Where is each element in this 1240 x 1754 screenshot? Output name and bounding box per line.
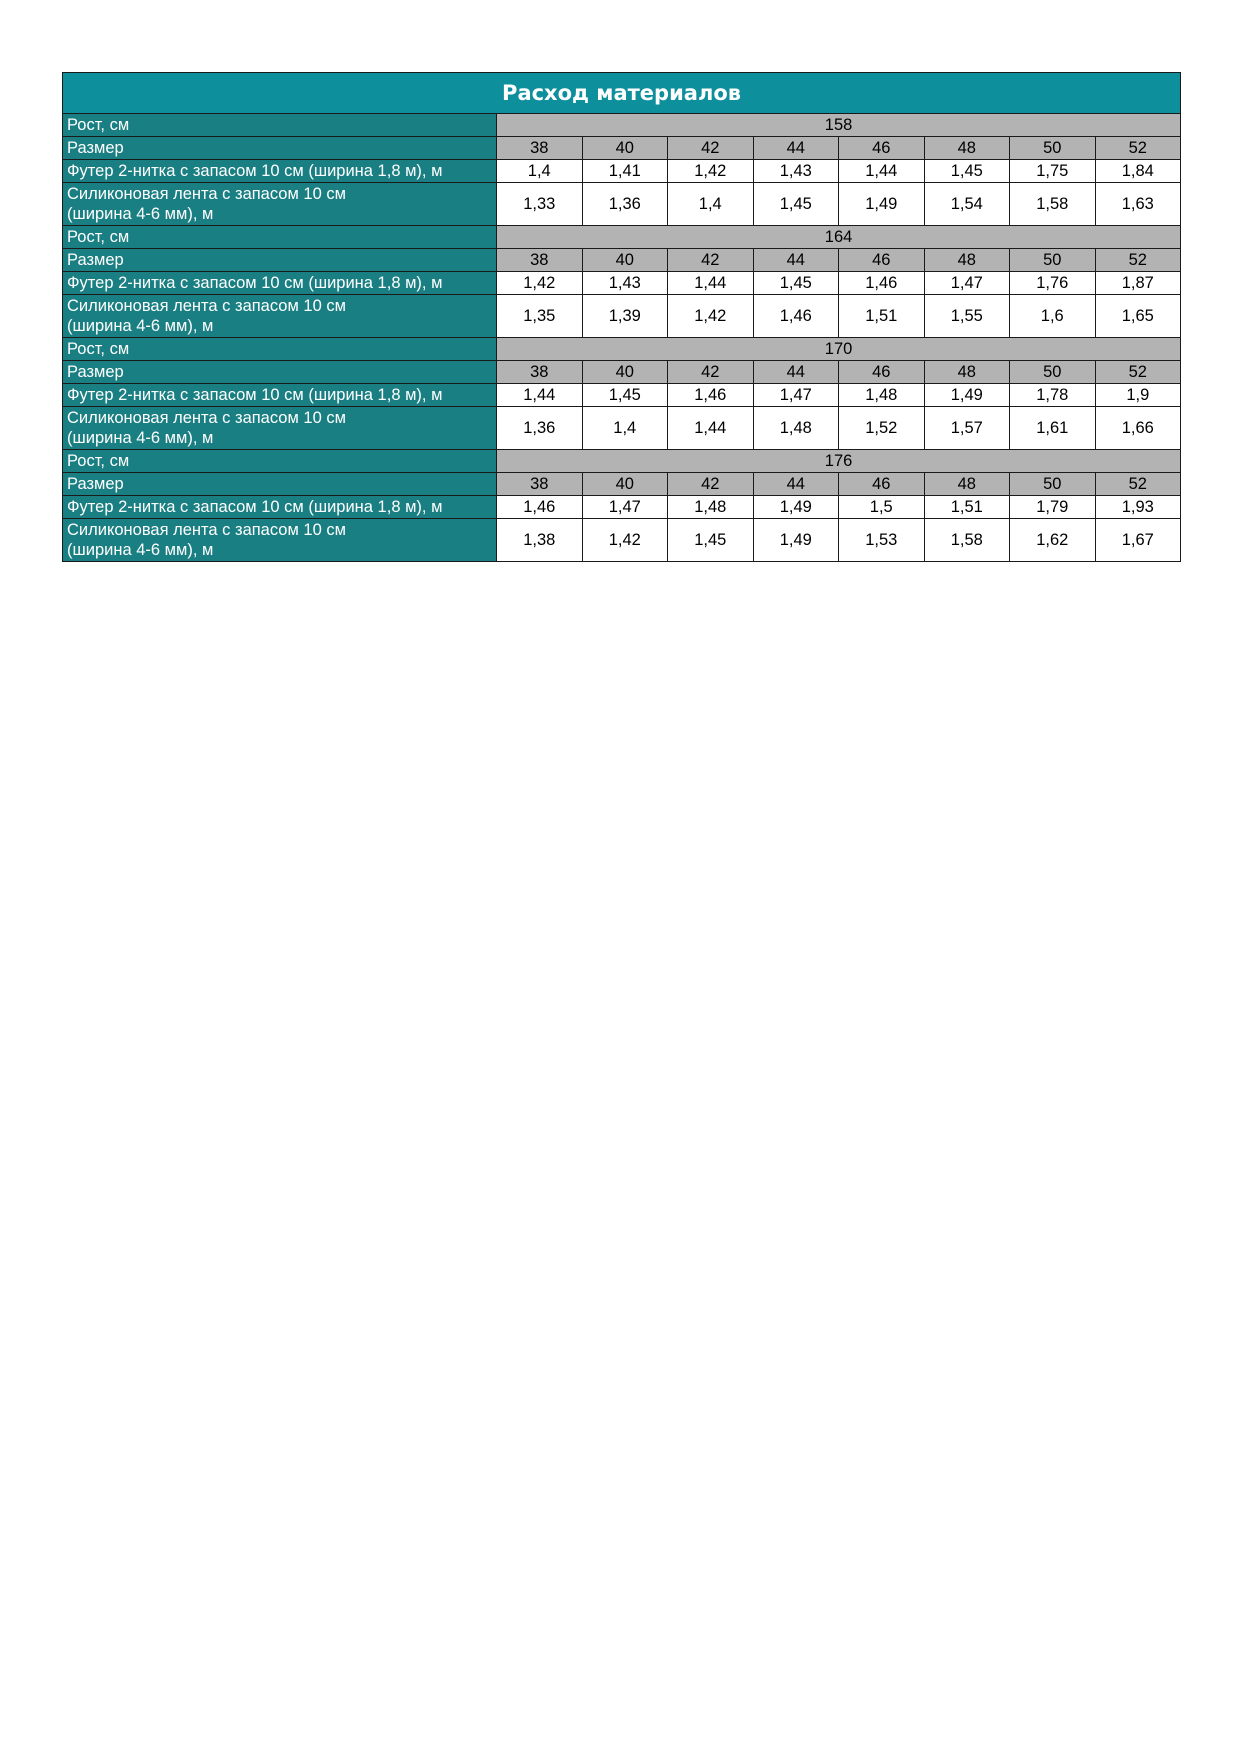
size-header-cell: 40: [582, 361, 668, 384]
fabric-value-cell: 1,4: [497, 160, 583, 183]
height-row: [63, 226, 1181, 249]
tape-value-cell: 1,67: [1095, 519, 1181, 562]
tape-value-cell: 1,49: [839, 183, 925, 226]
tape-value-cell: 1,4: [668, 183, 754, 226]
fabric-value-cell: 1,9: [1095, 384, 1181, 407]
tape-value-cell: 1,42: [582, 519, 668, 562]
fabric-label: Футер 2-нитка с запасом 10 см (ширина 1,8 м), м: [63, 384, 497, 407]
tape-value-cell: 1,57: [924, 407, 1010, 450]
height-row: [63, 338, 1181, 361]
tape-label-line-2: (ширина 4-6 мм), м: [67, 541, 214, 559]
fabric-value-cell: 1,43: [582, 272, 668, 295]
fabric-value-cell: 1,45: [924, 160, 1010, 183]
fabric-value-cell: 1,41: [582, 160, 668, 183]
size-header-cell: 52: [1095, 249, 1181, 272]
tape-label: [63, 295, 497, 338]
fabric-label: Футер 2-нитка с запасом 10 см (ширина 1,8 м), м: [63, 160, 497, 183]
tape-value-cell: 1,4: [582, 407, 668, 450]
size-header-cell: 48: [924, 137, 1010, 160]
size-header-cell: 38: [497, 361, 583, 384]
fabric-value-cell: 1,42: [668, 160, 754, 183]
tape-value-cell: 1,48: [753, 407, 839, 450]
fabric-value-cell: 1,44: [839, 160, 925, 183]
tape-value-cell: 1,45: [753, 183, 839, 226]
tape-label: [63, 407, 497, 450]
height-label: Рост, см: [63, 338, 497, 361]
size-header-cell: 42: [668, 473, 754, 496]
tape-value-cell: 1,58: [924, 519, 1010, 562]
fabric-value-cell: 1,51: [924, 496, 1010, 519]
fabric-value-cell: 1,75: [1010, 160, 1096, 183]
size-header-cell: 44: [753, 361, 839, 384]
tape-value-cell: 1,39: [582, 295, 668, 338]
size-header-cell: 50: [1010, 137, 1096, 160]
height-row: [63, 450, 1181, 473]
size-header-cell: 46: [839, 361, 925, 384]
tape-value-cell: 1,35: [497, 295, 583, 338]
size-header-cell: 50: [1010, 249, 1096, 272]
fabric-value-cell: 1,43: [753, 160, 839, 183]
size-header-cell: 46: [839, 137, 925, 160]
height-label: Рост, см: [63, 450, 497, 473]
fabric-value-cell: 1,49: [753, 496, 839, 519]
fabric-value-cell: 1,47: [582, 496, 668, 519]
tape-row: [63, 295, 1181, 338]
fabric-value-cell: 1,93: [1095, 496, 1181, 519]
tape-row: [63, 519, 1181, 562]
fabric-value-cell: 1,47: [924, 272, 1010, 295]
table-title: Расход материалов: [63, 73, 1181, 114]
fabric-value-cell: 1,87: [1095, 272, 1181, 295]
fabric-value-cell: 1,48: [668, 496, 754, 519]
size-header-cell: 38: [497, 137, 583, 160]
fabric-value-cell: 1,42: [497, 272, 583, 295]
fabric-value-cell: 1,46: [668, 384, 754, 407]
height-label: Рост, см: [63, 114, 497, 137]
size-row: [63, 137, 1181, 160]
height-value: 176: [497, 450, 1181, 473]
tape-value-cell: 1,52: [839, 407, 925, 450]
tape-label-line-1: Силиконовая лента с запасом 10 см: [67, 521, 346, 539]
tape-value-cell: 1,38: [497, 519, 583, 562]
height-value: 164: [497, 226, 1181, 249]
fabric-row: [63, 160, 1181, 183]
size-row: [63, 473, 1181, 496]
height-value: 158: [497, 114, 1181, 137]
tape-value-cell: 1,33: [497, 183, 583, 226]
tape-value-cell: 1,58: [1010, 183, 1096, 226]
fabric-value-cell: 1,49: [924, 384, 1010, 407]
size-header-cell: 38: [497, 473, 583, 496]
tape-label: [63, 519, 497, 562]
size-header-cell: 44: [753, 249, 839, 272]
tape-value-cell: 1,46: [753, 295, 839, 338]
fabric-value-cell: 1,44: [668, 272, 754, 295]
tape-value-cell: 1,62: [1010, 519, 1096, 562]
fabric-label: Футер 2-нитка с запасом 10 см (ширина 1,8 м), м: [63, 272, 497, 295]
tape-value-cell: 1,42: [668, 295, 754, 338]
tape-label-line-2: (ширина 4-6 мм), м: [67, 205, 214, 223]
tape-label-line-1: Силиконовая лента с запасом 10 см: [67, 185, 346, 203]
size-header-cell: 42: [668, 249, 754, 272]
tape-value-cell: 1,54: [924, 183, 1010, 226]
size-header-cell: 50: [1010, 361, 1096, 384]
size-header-cell: 44: [753, 137, 839, 160]
tape-row: [63, 407, 1181, 450]
fabric-value-cell: 1,5: [839, 496, 925, 519]
title-row: [63, 73, 1181, 114]
size-header-cell: 52: [1095, 473, 1181, 496]
size-header-cell: 50: [1010, 473, 1096, 496]
size-header-cell: 52: [1095, 137, 1181, 160]
fabric-value-cell: 1,45: [753, 272, 839, 295]
material-consumption-sheet: [62, 72, 1180, 562]
tape-value-cell: 1,65: [1095, 295, 1181, 338]
tape-value-cell: 1,66: [1095, 407, 1181, 450]
size-header-cell: 38: [497, 249, 583, 272]
tape-value-cell: 1,63: [1095, 183, 1181, 226]
size-header-cell: 40: [582, 137, 668, 160]
fabric-value-cell: 1,84: [1095, 160, 1181, 183]
tape-value-cell: 1,51: [839, 295, 925, 338]
fabric-value-cell: 1,45: [582, 384, 668, 407]
size-header-cell: 40: [582, 473, 668, 496]
fabric-value-cell: 1,79: [1010, 496, 1096, 519]
size-header-cell: 44: [753, 473, 839, 496]
fabric-value-cell: 1,48: [839, 384, 925, 407]
size-label: Размер: [63, 361, 497, 384]
size-label: Размер: [63, 249, 497, 272]
size-header-cell: 40: [582, 249, 668, 272]
size-label: Размер: [63, 137, 497, 160]
height-value: 170: [497, 338, 1181, 361]
table-body: [63, 73, 1181, 562]
fabric-row: [63, 496, 1181, 519]
size-row: [63, 361, 1181, 384]
tape-row: [63, 183, 1181, 226]
fabric-label: Футер 2-нитка с запасом 10 см (ширина 1,8 м), м: [63, 496, 497, 519]
fabric-value-cell: 1,47: [753, 384, 839, 407]
size-header-cell: 48: [924, 249, 1010, 272]
tape-value-cell: 1,53: [839, 519, 925, 562]
size-header-cell: 48: [924, 473, 1010, 496]
tape-value-cell: 1,6: [1010, 295, 1096, 338]
size-header-cell: 42: [668, 361, 754, 384]
fabric-value-cell: 1,46: [839, 272, 925, 295]
tape-value-cell: 1,36: [582, 183, 668, 226]
size-header-cell: 48: [924, 361, 1010, 384]
tape-value-cell: 1,49: [753, 519, 839, 562]
tape-value-cell: 1,44: [668, 407, 754, 450]
fabric-row: [63, 384, 1181, 407]
size-header-cell: 42: [668, 137, 754, 160]
fabric-row: [63, 272, 1181, 295]
tape-value-cell: 1,36: [497, 407, 583, 450]
tape-label-line-1: Силиконовая лента с запасом 10 см: [67, 409, 346, 427]
fabric-value-cell: 1,44: [497, 384, 583, 407]
fabric-value-cell: 1,76: [1010, 272, 1096, 295]
tape-label-line-2: (ширина 4-6 мм), м: [67, 317, 214, 335]
size-row: [63, 249, 1181, 272]
tape-value-cell: 1,45: [668, 519, 754, 562]
tape-label-line-2: (ширина 4-6 мм), м: [67, 429, 214, 447]
tape-value-cell: 1,61: [1010, 407, 1096, 450]
tape-value-cell: 1,55: [924, 295, 1010, 338]
size-header-cell: 52: [1095, 361, 1181, 384]
size-label: Размер: [63, 473, 497, 496]
height-label: Рост, см: [63, 226, 497, 249]
tape-label-line-1: Силиконовая лента с запасом 10 см: [67, 297, 346, 315]
fabric-value-cell: 1,46: [497, 496, 583, 519]
tape-label: [63, 183, 497, 226]
material-consumption-table: [62, 72, 1181, 562]
size-header-cell: 46: [839, 249, 925, 272]
fabric-value-cell: 1,78: [1010, 384, 1096, 407]
height-row: [63, 114, 1181, 137]
size-header-cell: 46: [839, 473, 925, 496]
